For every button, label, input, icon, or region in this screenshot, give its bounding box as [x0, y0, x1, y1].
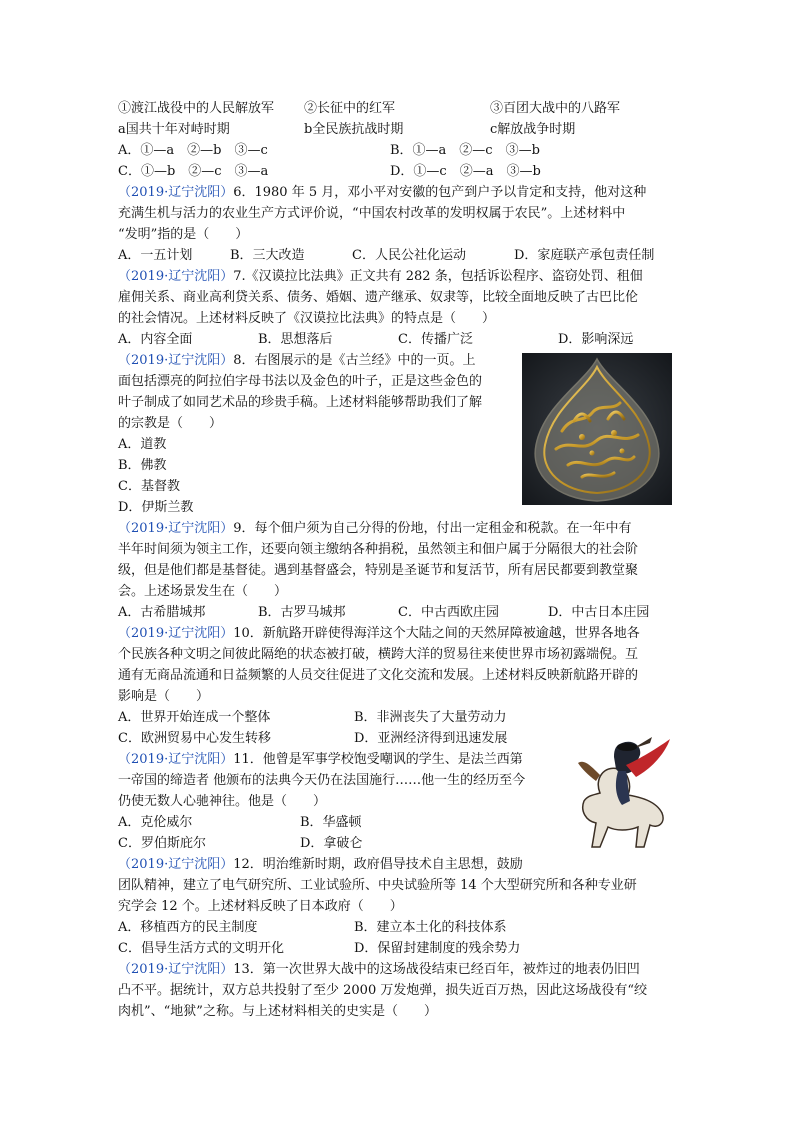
option: B．古罗马城邦	[258, 605, 346, 620]
question-text: 面包括漂亮的阿拉伯字母书法以及金色的叶子，正是这些金色的	[118, 374, 483, 389]
option: D．伊斯兰教	[118, 500, 194, 515]
question-12	[118, 854, 678, 875]
question-8	[118, 350, 513, 371]
option: C．倡导生活方式的文明开化	[118, 941, 284, 956]
option: B．①—a ②—c ③—b	[390, 143, 540, 158]
source-tag: （2019·辽宁沈阳）	[118, 521, 234, 536]
option: B．非洲丧失了大量劳动力	[354, 710, 507, 725]
army-item: ①渡江战役中的人民解放军	[118, 101, 275, 116]
option: B．建立本土化的科技体系	[354, 920, 507, 935]
question-text: 一帝国的缔造者 他颁布的法典今天仍在法国施行……他一生的经历至今	[118, 773, 526, 788]
question-text: 充满生机与活力的农业生产方式评价说，“中国农村改革的发明权属于农民”。上述材料中	[118, 206, 626, 221]
option: D．亚洲经济得到迅速发展	[354, 731, 508, 746]
options-row	[118, 140, 678, 161]
question-text: 个民族各种文明之间彼此隔绝的状态被打破，横跨大洋的贸易往来使世界市场初露端倪。互	[118, 647, 639, 662]
question-text: 仍使无数人心驰神往。他是（ ）	[118, 794, 327, 809]
options-row	[118, 917, 678, 938]
golden-leaf-calligraphy-icon	[522, 353, 672, 505]
periods-row	[118, 119, 678, 140]
question-text: 7.《汉谟拉比法典》正文共有 282 条，包括诉讼程序、盗窃处罚、租佃	[233, 269, 643, 284]
option: C．传播广泛	[398, 332, 473, 347]
options-row	[118, 938, 678, 959]
question-text: 团队精神，建立了电气研究所、工业试验所、中央试验所等 14 个大型研究所和各种专业研	[118, 878, 637, 893]
option: A．世界开始连成一个整体	[118, 710, 271, 725]
option: D．①—c ②—a ③—b	[390, 164, 541, 179]
option: C．中古西欧庄园	[398, 605, 499, 620]
question-10	[118, 623, 678, 644]
option: A．一五计划	[118, 248, 193, 263]
question-text: 12．明治维新时期，政府倡导技术自主思想，鼓励	[233, 857, 523, 872]
question-text: 8．右图展示的是《古兰经》中的一页。上	[233, 353, 476, 368]
option: A．①—a ②—b ③—c	[118, 143, 268, 158]
options-row	[118, 602, 678, 623]
option: C．罗伯斯庇尔	[118, 836, 206, 851]
question-6	[118, 182, 678, 203]
option: B．思想落后	[258, 332, 333, 347]
option: C．人民公社化运动	[352, 248, 466, 263]
question-text: 肉机”、“地狱”之称。与上述材料相关的史实是（ ）	[118, 1004, 437, 1019]
rider-on-horse-icon	[570, 735, 674, 853]
question-text: 叶子制成了如同艺术品的珍贵手稿。上述材料能够帮助我们了解	[118, 395, 483, 410]
source-tag: （2019·辽宁沈阳）	[118, 857, 234, 872]
question-text: “发明”指的是（ ）	[118, 227, 249, 242]
army-item: ③百团大战中的八路军	[490, 101, 621, 116]
option: C．基督教	[118, 479, 180, 494]
period-item: a国共十年对峙时期	[118, 122, 230, 137]
option: B．三大改造	[230, 248, 305, 263]
period-item: b全民族抗战时期	[304, 122, 404, 137]
source-tag: （2019·辽宁沈阳）	[118, 269, 234, 284]
options-row	[118, 707, 678, 728]
option: D．中古日本庄园	[548, 605, 650, 620]
question-text: 凸不平。据统计，双方总共投射了至少 2000 万发炮弹，损失近百万热，因此这场战役有“绞	[118, 983, 647, 998]
source-tag: （2019·辽宁沈阳）	[118, 752, 234, 767]
document-page	[118, 98, 678, 1022]
quran-page-image	[522, 353, 672, 505]
option: D．保留封建制度的残余势力	[354, 941, 521, 956]
source-tag: （2019·辽宁沈阳）	[118, 962, 234, 977]
option: B．华盛顿	[300, 815, 362, 830]
option: A．移植西方的民主制度	[118, 920, 258, 935]
option: A．克伦威尔	[118, 815, 193, 830]
armies-row	[118, 98, 678, 119]
option: A．道教	[118, 437, 167, 452]
option: B．佛教	[118, 458, 167, 473]
question-text: 9．每个佃户须为自己分得的份地，付出一定租金和税款。在一年中有	[233, 521, 632, 536]
question-text: 雇佣关系、商业高利贷关系、债务、婚姻、遗产继承、奴隶等，比较全面地反映了古巴比伦	[118, 290, 639, 305]
option: C．①—b ②—c ③—a	[118, 164, 269, 179]
question-7	[118, 266, 678, 287]
option: D．影响深远	[558, 332, 634, 347]
source-tag: （2019·辽宁沈阳）	[118, 626, 234, 641]
period-item: c解放战争时期	[490, 122, 576, 137]
question-text: 究学会 12 个。上述材料反映了日本政府（ ）	[118, 899, 403, 914]
question-text: 级，但是他们都是基督徒。遇到基督盛会，特别是圣诞节和复活节，所有居民都要到教堂聚	[118, 563, 639, 578]
question-text: 会。上述场景发生在（ ）	[118, 584, 288, 599]
options-row	[118, 329, 678, 350]
option: A．内容全面	[118, 332, 193, 347]
question-text: 的社会情况。上述材料反映了《汉谟拉比法典》的特点是（ ）	[118, 311, 496, 326]
option: C．欧洲贸易中心发生转移	[118, 731, 271, 746]
source-tag: （2019·辽宁沈阳）	[118, 353, 234, 368]
question-text: 6．1980 年 5 月，邓小平对安徽的包产到户予以肯定和支持，他对这种	[233, 185, 647, 200]
question-text: 13．第一次世界大战中的这场战役结束已经百年，被炸过的地表仍旧凹	[233, 962, 640, 977]
army-item: ②长征中的红军	[304, 101, 396, 116]
question-text: 半年时间须为领主工作，还要向领主缴纳各种捐税，虽然领主和佃户属于分隔很大的社会阶	[118, 542, 639, 557]
question-text: 的宗教是（ ）	[118, 416, 223, 431]
options-row	[118, 161, 678, 182]
question-13	[118, 959, 678, 980]
question-text: 11．他曾是军事学校饱受嘲讽的学生、是法兰西第	[233, 752, 523, 767]
napoleon-crossing-alps-image	[570, 735, 674, 853]
option: D．拿破仑	[300, 836, 363, 851]
options-row	[118, 245, 678, 266]
question-text: 10．新航路开辟使得海洋这个大陆之间的天然屏障被逾越，世界各地各	[233, 626, 640, 641]
question-text: 通有无商品流通和日益频繁的人员交往促进了文化交流和发展。上述材料反映新航路开辟的	[118, 668, 639, 683]
question-text: 影响是（ ）	[118, 689, 210, 704]
option: A．古希腊城邦	[118, 605, 206, 620]
option: D．家庭联产承包责任制	[514, 248, 655, 263]
question-9	[118, 518, 678, 539]
source-tag: （2019·辽宁沈阳）	[118, 185, 234, 200]
